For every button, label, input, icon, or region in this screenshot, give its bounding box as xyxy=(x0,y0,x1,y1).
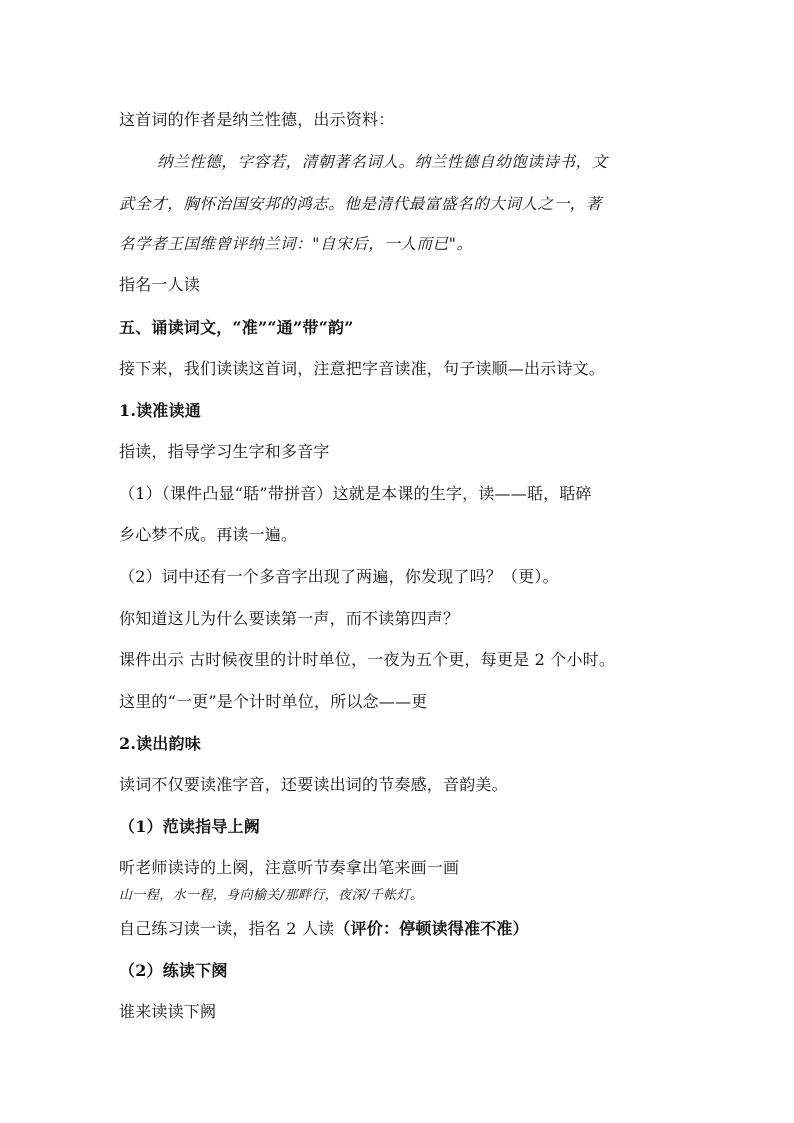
subheading-read-rhythm: 2.读出韵味 xyxy=(119,734,201,753)
text-line-courseware: 课件出示 古时候夜里的计时单位，一夜为五个更，每更是 2 个小时。 xyxy=(119,650,616,669)
poem-line: 山一程，水一程，身向榆关/那畔行，夜深/千帐灯。 xyxy=(119,888,424,903)
text-line-who-reads: 谁来读读下阙 xyxy=(119,1002,217,1021)
text-line-material-3: 名学者王国维曾评纳兰词："自宋后，一人而已"。 xyxy=(119,235,473,253)
text-line-rhythm: 读词不仅要读准字音，还要读出词的节奏感，音韵美。 xyxy=(119,775,508,794)
text-line-question: 你知道这儿为什么要读第一声，而不读第四声？ xyxy=(119,609,460,628)
text-line-practice xyxy=(119,919,529,939)
subheading-practice-lower: （2）练读下阕 xyxy=(119,961,228,980)
text-line-guide: 指读，指导学习生字和多音字 xyxy=(119,442,330,461)
subheading-read-accurately: 1.读准读通 xyxy=(119,401,201,420)
text-line-material-2: 武全才，胸怀治国安邦的鸿志。他是清代最富盛名的大词人之一，著 xyxy=(119,195,603,213)
text-line-item-2: （2）词中还有一个多音字出现了两遍，你发现了吗？（更）。 xyxy=(119,567,559,586)
text-line-material-1: 纳兰性德，字容若，清朝著名词人。纳兰性德自幼饱读诗书，文 xyxy=(157,153,608,171)
subheading-model-reading: （1）范读指导上阙 xyxy=(119,817,260,836)
text-line-next: 接下来，我们读读这首词，注意把字音读准，句子读顺—出示诗文。 xyxy=(119,359,606,378)
text-line-explanation: 这里的“一更”是个计时单位，所以念——更 xyxy=(119,692,428,711)
text-line-item-1b: 乡心梦不成。再读一遍。 xyxy=(119,525,298,544)
evaluation-note: （评价：停顿读得准不准） xyxy=(334,919,529,938)
section-heading-five: 五、诵读词文，“准”“通”带“韵” xyxy=(119,318,354,337)
text-line-read-one: 指名一人读 xyxy=(119,275,201,294)
text-line-intro: 这首词的作者是纳兰性德，出示资料： xyxy=(119,110,395,129)
text-line-item-1a: （1）（课件凸显“聒”带拼音）这就是本课的生字，读——聒，聒碎 xyxy=(119,484,592,503)
practice-text: 自己练习读一读，指名 2 人读 xyxy=(119,919,335,938)
text-line-listen: 听老师读诗的上阕，注意听节奏拿出笔来画一画 xyxy=(119,858,460,877)
